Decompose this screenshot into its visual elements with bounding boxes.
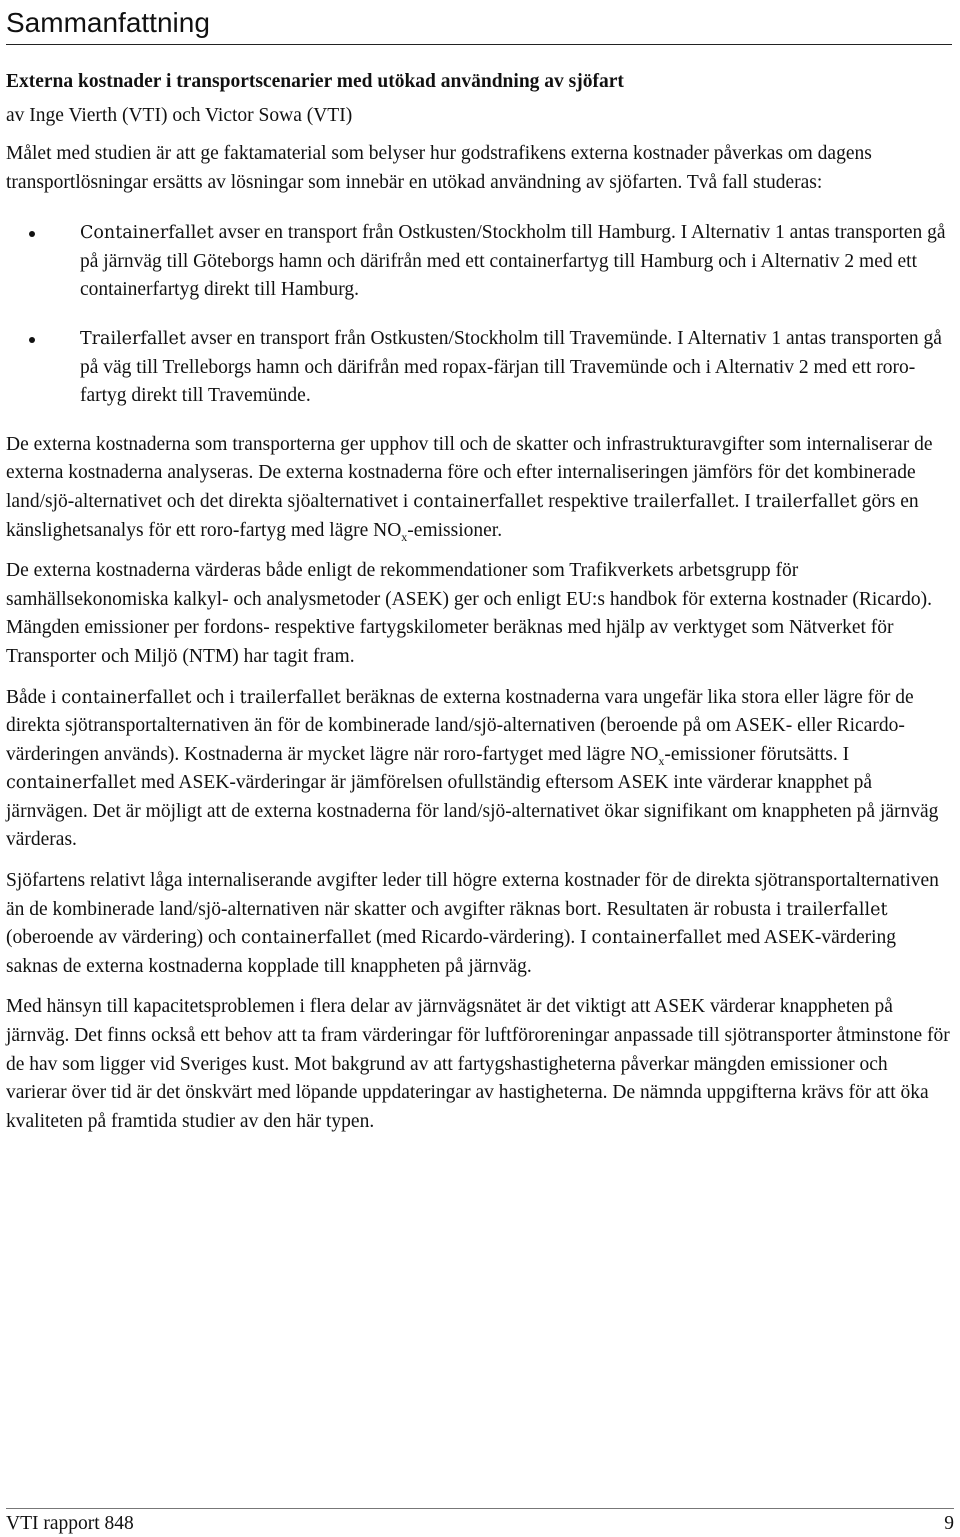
text-segment: och i [196, 686, 235, 708]
page-footer [6, 1508, 954, 1537]
term-containerfallet: Containerfallet [80, 223, 214, 244]
text-segment: Sjöfartens relativt låga internaliserande avgifter leder till högre externa kostnader för de direkta sjötransportalternativen än de kombinerade land/sjö-alternativen när skatter och avgifter räknas bort. Resultaten är robusta i [6, 870, 939, 920]
text-segment: görs en känslighetsanalys för ett roro-fartyg med lägre NO [6, 490, 919, 541]
subscript-x: x [401, 529, 408, 544]
section-title: Sammanfattning [6, 4, 952, 45]
term-trailerfallet: trailerfallet [239, 687, 341, 708]
text-segment: De externa kostnaderna som transporterna ger upphov till och de skatter och infrastrukturavgifter som internaliserar de externa kostnaderna analyseras. De externa kostnaderna före och efter internaliseringen jämförs för det kombinerade land/sjö-alternativet och det direkta sjöalternativet i [6, 433, 933, 512]
term-containerfallet: containerfallet [240, 928, 372, 949]
trailer-case-text: avser en transport från Ostkusten/Stockholm till Travemünde. I Alternativ 1 antas transporten gå på väg till Trelleborgs hamn och därifrån med ropax-färjan till Travemünde och i Alternativ 2 med ett roro-fartyg direkt till Travemünde. [80, 327, 942, 407]
list-item-container-case [6, 219, 952, 305]
report-label: VTI rapport 848 [6, 1513, 134, 1534]
bullet-icon [29, 231, 35, 237]
term-containerfallet: containerfallet [6, 773, 137, 794]
text-segment: (oberoende av värdering) och [6, 927, 237, 949]
text-segment: med ASEK-värdering saknas de externa kostnaderna kopplade till knappheten på järnväg. [6, 927, 897, 977]
text-segment: respektive [548, 490, 629, 512]
paragraph-analysis [6, 431, 952, 545]
bullet-icon [29, 337, 35, 343]
term-trailerfallet: trailerfallet [786, 899, 888, 920]
document-title: Externa kostnader i transportscenarier med utökad användning av sjöfart [6, 71, 624, 92]
text-segment: Både i [6, 686, 57, 708]
term-trailerfallet: Trailerfallet [80, 328, 186, 349]
text-segment: -emissioner förutsätts. I [664, 743, 850, 765]
text-segment: med ASEK-värderingar är jämförelsen ofullständig eftersom ASEK inte värderar knapphet på järnvägen. Det är möjligt att de externa kostnaderna för land/sjö-alternativet ökar signifikant om knappheten på järnväg värderas. [6, 772, 939, 851]
case-list [6, 219, 952, 411]
term-containerfallet: containerfallet [413, 491, 544, 512]
paragraph-valuation: De externa kostnaderna värderas både enligt de rekommendationer som Trafikverkets arbetsgrupp för samhällsekonomiska kalkyl- och analysmetoder (ASEK) ger och enligt EU:s handbok för externa kostnader (Ricardo). Mängden emissioner per fordons- respektive fartygskilometer beräknas med hjälp av verktyget som Nätverket för Transporter och Miljö (NTM) har tagit fram. [6, 560, 932, 667]
text-segment: -emissioner. [407, 519, 503, 541]
page-number: 9 [944, 1513, 954, 1534]
term-containerfallet: containerfallet [61, 687, 192, 708]
subscript-x: x [658, 753, 665, 768]
paragraph-recommendations: Med hänsyn till kapacitetsproblemen i flera delar av järnvägsnätet är det viktigt att ASEK värderar knappheten på järnväg. Det finns också ett behov att ta fram värderingar för luftföroreningar anpassade till sjötransporter åtminstone för de hav som ligger vid Sveriges kust. Mot bakgrund av att fartygshastigheterna påverkar mängden emissioner och varierar över tid är det önskvärt med löpande uppdateringar av hastigheterna. De nämnda uppgifterna krävs för att öka kvaliteten på framtida studier av den här typen. [6, 996, 950, 1132]
term-trailerfallet: trailerfallet [633, 491, 735, 512]
text-segment: beräknas de externa kostnaderna vara ungefär lika stora eller lägre för de direkta sjötransportalternativen än för de kombinerade land/sjö-alternativen (beroende på om ASEK- eller Ricardo-värderingen används). Kostnaderna är mycket lägre när roro-fartyget med lägre NO [6, 686, 914, 765]
paragraph-internalisation [6, 867, 952, 981]
authors-line: av Inge Vierth (VTI) och Victor Sowa (VTI) [6, 105, 353, 126]
list-item-trailer-case [6, 325, 952, 411]
container-case-text: avser en transport från Ostkusten/Stockholm till Hamburg. I Alternativ 1 antas transporten gå på järnväg till Göteborgs hamn och därifrån med ett containerfartyg till Hamburg och i Alternativ 2 med ett containerfartyg direkt till Hamburg. [80, 222, 946, 301]
paragraph-results [6, 684, 952, 856]
text-segment: . I [734, 490, 751, 512]
text-segment: (med Ricardo-värdering). I [376, 927, 587, 949]
summary-body [6, 68, 952, 1148]
intro-paragraph: Målet med studien är att ge faktamaterial som belyser hur godstrafikens externa kostnader påverkas om dagens transportlösningar ersätts av lösningar som innebär en utökad användning av sjöfarten. Två fall studeras: [6, 143, 872, 193]
term-trailerfallet: trailerfallet [755, 491, 857, 512]
term-containerfallet: containerfallet [591, 928, 722, 949]
